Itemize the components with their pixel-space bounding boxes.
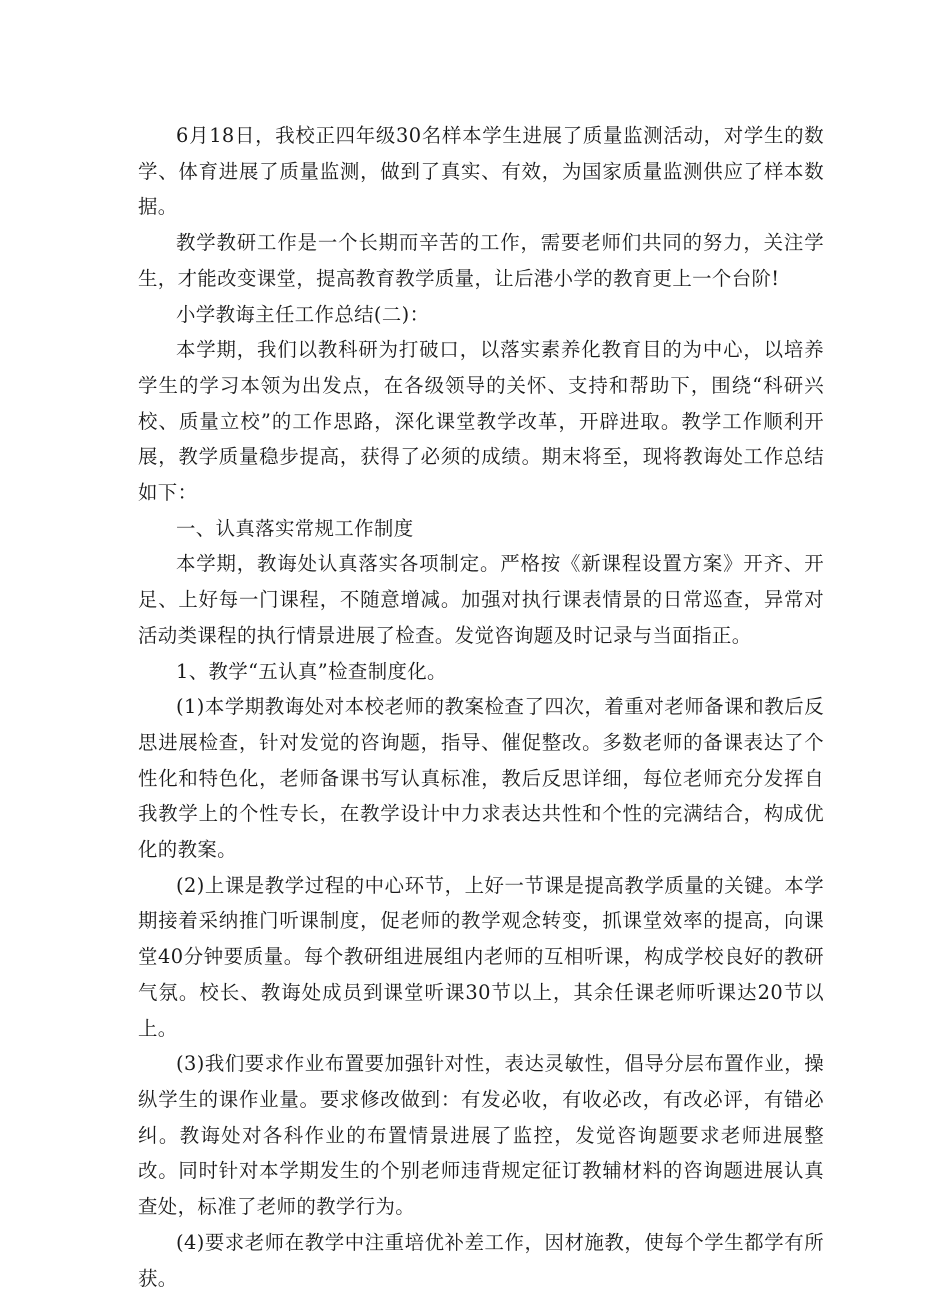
paragraph-item-1-lesson-plans: (1)本学期教诲处对本校老师的教案检查了四次，着重对老师备课和教后反思进展检查，针对发觉的咨询题，指导、催促整改。多数老师的备课表达了个性化和特色化，老师备课书写认真标准，教后反思详细，每位老师充分发挥自我教学上的个性专长，在教学设计中力求表达共性和个性的完满结合，构成优化的教案。 xyxy=(138,695,824,862)
paragraph-item-3-homework: (3)我们要求作业布置要加强针对性，表达灵敏性，倡导分层布置作业，操纵学生的课作业量。要求修改做到：有发必收，有收必改，有改必评，有错必纠。教诲处对各科作业的布置情景进展了监控，发觉咨询题要求老师进展整改。同时针对本学期发生的个别老师违背规定征订教辅材料的咨询题进展认真查处，标准了老师的教学行为。 xyxy=(138,1052,824,1219)
paragraph-quality-monitoring: 6月18日，我校正四年级30名样本学生进展了质量监测活动，对学生的数学、体育进展了质量监测，做到了真实、有效，为国家质量监测供应了样本数据。 xyxy=(138,124,824,219)
paragraph-teaching-research: 教学教研工作是一个长期而辛苦的工作，需要老师们共同的努力，关注学生，才能改变课堂，提高教育教学质量，让后港小学的教育更上一个台阶! xyxy=(138,231,824,290)
heading-five-earnest-checks: 1、教学“五认真”检查制度化。 xyxy=(176,659,447,683)
heading-routine-system: 一、认真落实常规工作制度 xyxy=(176,516,414,540)
paragraph-semester-intro: 本学期，我们以教科研为打破口，以落实素养化教育目的为中心，以培养学生的学习本领为出发点，在各级领导的关怀、支持和帮助下，围绕“科研兴校、质量立校”的工作思路，深化课堂教学改革，开辟进取。教学工作顺利开展，教学质量稳步提高，获得了必须的成绩。期末将至，现将教诲处工作总结如下： xyxy=(138,338,824,505)
paragraph-item-2-classes: (2)上课是教学过程的中心环节，上好一节课是提高教学质量的关键。本学期接着采纳推门听课制度，促老师的教学观念转变，抓课堂效率的提高，向课堂40分钟要质量。每个教研组进展组内老师的互相听课，构成学校良好的教研气氛。校长、教诲处成员到课堂听课30节以上，其余任课老师听课达20节以上。 xyxy=(138,873,824,1040)
document-body xyxy=(138,118,824,1296)
paragraph-item-4-tutoring: (4)要求老师在教学中注重培优补差工作，因材施教，使每个学生都学有所获。 xyxy=(138,1230,824,1290)
paragraph-curriculum-implementation: 本学期，教诲处认真落实各项制定。严格按《新课程设置方案》开齐、开足、上好每一门课程，不随意增减。加强对执行课表情景的日常巡查，异常对活动类课程的执行情景进展了检查。发觉咨询题及时记录与当面指正。 xyxy=(138,552,824,647)
section-title-summary-two: 小学教诲主任工作总结(二)： xyxy=(176,302,430,326)
